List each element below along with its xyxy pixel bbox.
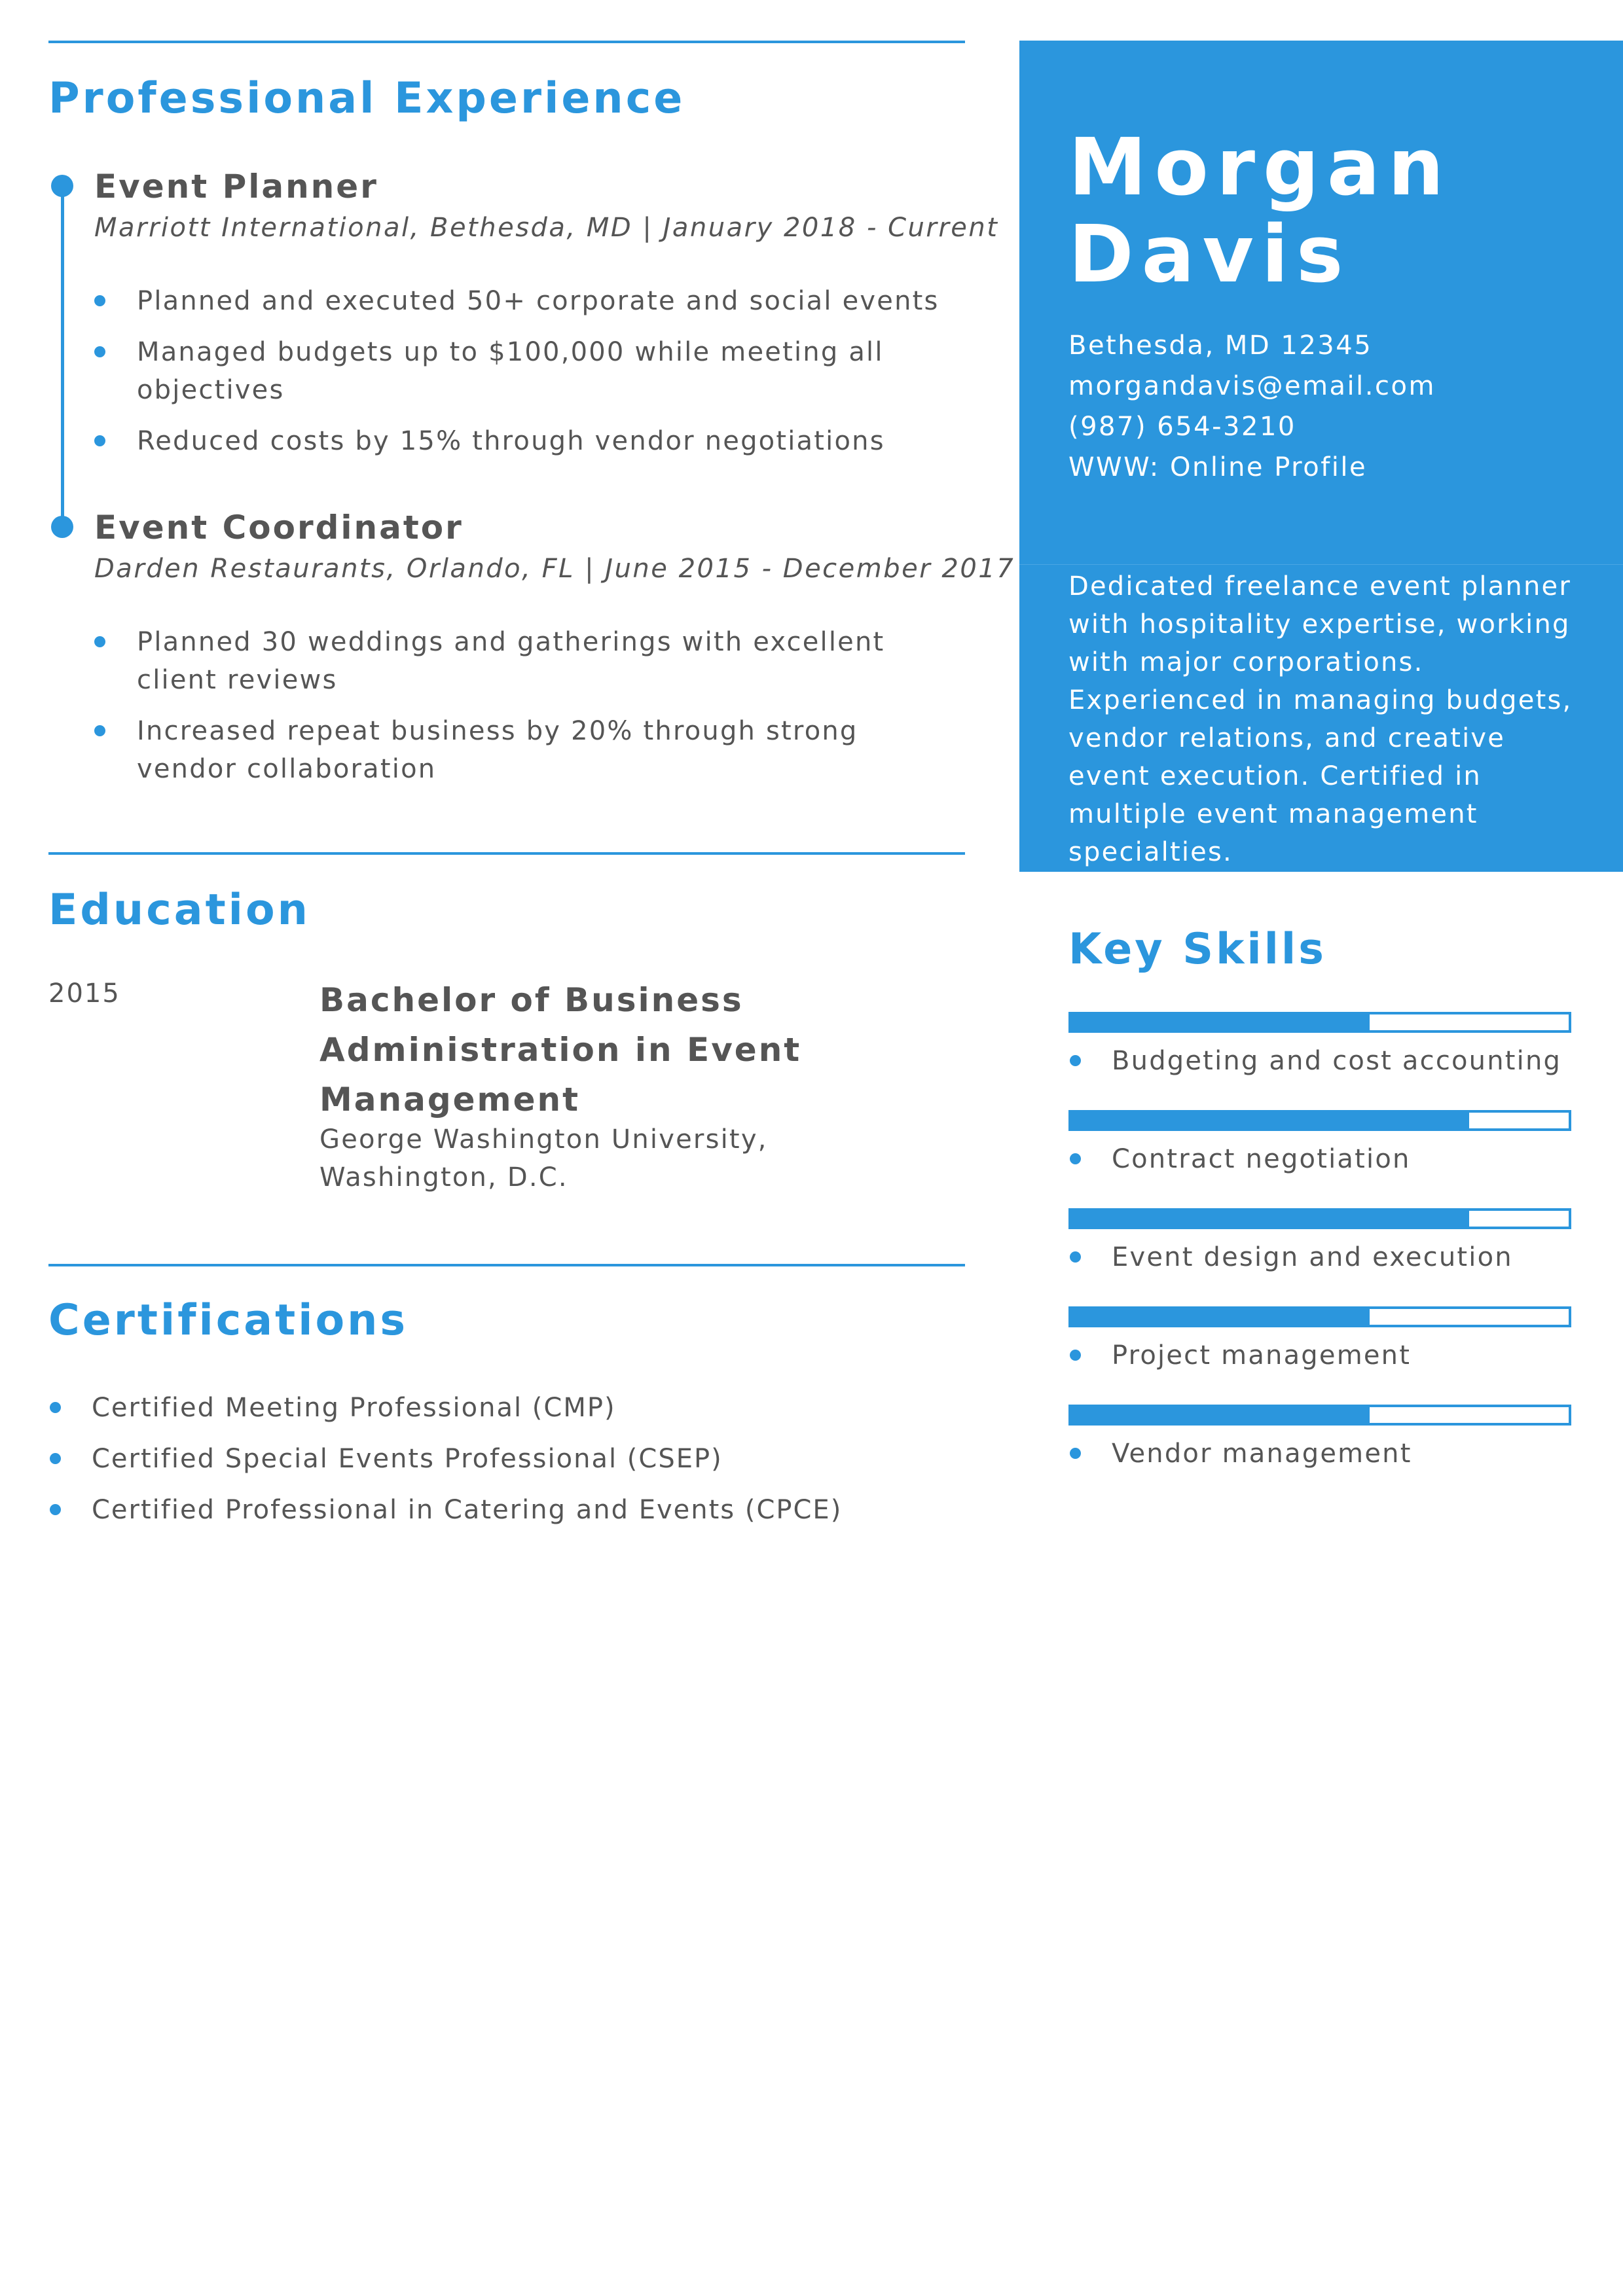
skill-label: Vendor management	[1068, 1435, 1412, 1473]
job-dates: | January 2018 - Current	[632, 213, 999, 243]
section-title-skills: Key Skills	[1068, 925, 1326, 974]
section-divider	[48, 1264, 965, 1266]
section-divider	[48, 41, 965, 43]
skill-level-fill	[1071, 1014, 1370, 1030]
skill-label: Contract negotiation	[1068, 1140, 1411, 1178]
list-item: Certified Professional in Catering and Events (CPCE)	[48, 1491, 965, 1529]
bullet-icon	[94, 435, 105, 446]
bullet-icon	[1070, 1055, 1081, 1066]
section-title-experience: Professional Experience	[48, 74, 685, 123]
education-year: 2015	[48, 978, 120, 1009]
skill-level-fill	[1071, 1113, 1469, 1128]
job-subtitle	[94, 213, 998, 243]
skill-level-bar	[1068, 1208, 1571, 1229]
job-location: , Bethesda, MD	[410, 213, 633, 243]
job-location: , Orlando, FL	[386, 554, 575, 584]
skill-level-bar	[1068, 1110, 1571, 1131]
contact-email[interactable]: morgandavis@email.com	[1068, 371, 1436, 401]
last-name: Davis	[1068, 209, 1351, 300]
list-item: Certified Meeting Professional (CMP)	[48, 1389, 965, 1427]
skill-level-bar	[1068, 1405, 1571, 1426]
skill-level-fill	[1071, 1211, 1469, 1227]
section-title-certifications: Certifications	[48, 1296, 409, 1345]
job-bullets	[94, 282, 945, 473]
list-item: Increased repeat business by 20% through strong vendor collaboration	[94, 712, 945, 788]
list-item: Planned 30 weddings and gatherings with excellent client reviews	[94, 623, 945, 699]
skill-label: Event design and execution	[1068, 1238, 1513, 1276]
skill-level-fill	[1071, 1309, 1370, 1325]
section-divider	[48, 852, 965, 855]
bullet-icon	[94, 636, 105, 647]
job-company: Marriott International	[94, 213, 410, 243]
bullet-icon	[94, 725, 105, 736]
job-subtitle	[94, 554, 1015, 584]
panel-divider	[1019, 564, 1623, 565]
education-school: George Washington University, Washington, D.C.	[319, 1124, 768, 1193]
skill-level-fill	[1071, 1407, 1370, 1423]
bullet-icon	[50, 1504, 61, 1515]
list-item: Planned and executed 50+ corporate and social events	[94, 282, 945, 320]
job-dates: | June 2015 - December 2017	[574, 554, 1015, 584]
job-company: Darden Restaurants	[94, 554, 387, 584]
profile-panel	[1019, 41, 1623, 872]
bullet-icon	[94, 346, 105, 357]
contact-phone[interactable]: (987) 654-3210	[1068, 412, 1296, 442]
job-title: Event Planner	[94, 168, 378, 206]
first-name: Morgan	[1068, 122, 1452, 213]
education-degree: Bachelor of Business Administration in Event Management	[319, 981, 802, 1119]
list-item: Managed budgets up to $100,000 while meeting all objectives	[94, 333, 945, 409]
skill-label: Budgeting and cost accounting	[1068, 1042, 1561, 1080]
candidate-name	[1068, 124, 1451, 298]
contact-website[interactable]: WWW: Online Profile	[1068, 452, 1368, 482]
timeline-dot-icon	[51, 175, 73, 197]
section-title-education: Education	[48, 886, 310, 935]
bullet-icon	[1070, 1251, 1081, 1263]
bullet-icon	[1070, 1350, 1081, 1361]
profile-summary: Dedicated freelance event planner with hospitality expertise, working with major corporations. Experienced in managing budgets, vendor relations, and creative event execution. Certified in multiple event management specialties.	[1068, 571, 1573, 867]
list-item: Reduced costs by 15% through vendor negotiations	[94, 422, 945, 460]
skill-label: Project management	[1068, 1336, 1411, 1374]
skill-level-bar	[1068, 1012, 1571, 1033]
skill-level-bar	[1068, 1306, 1571, 1327]
certifications-list	[48, 1389, 965, 1542]
bullet-icon	[1070, 1448, 1081, 1459]
bullet-icon	[1070, 1153, 1081, 1164]
job-bullets	[94, 623, 945, 801]
contact-address: Bethesda, MD 12345	[1068, 331, 1373, 361]
bullet-icon	[50, 1453, 61, 1464]
timeline-dot-icon	[51, 516, 73, 538]
bullet-icon	[94, 295, 105, 306]
bullet-icon	[50, 1402, 61, 1413]
contact-info	[1068, 325, 1436, 488]
list-item: Certified Special Events Professional (CSEP)	[48, 1440, 965, 1478]
job-title: Event Coordinator	[94, 509, 464, 547]
timeline-line	[61, 187, 64, 522]
